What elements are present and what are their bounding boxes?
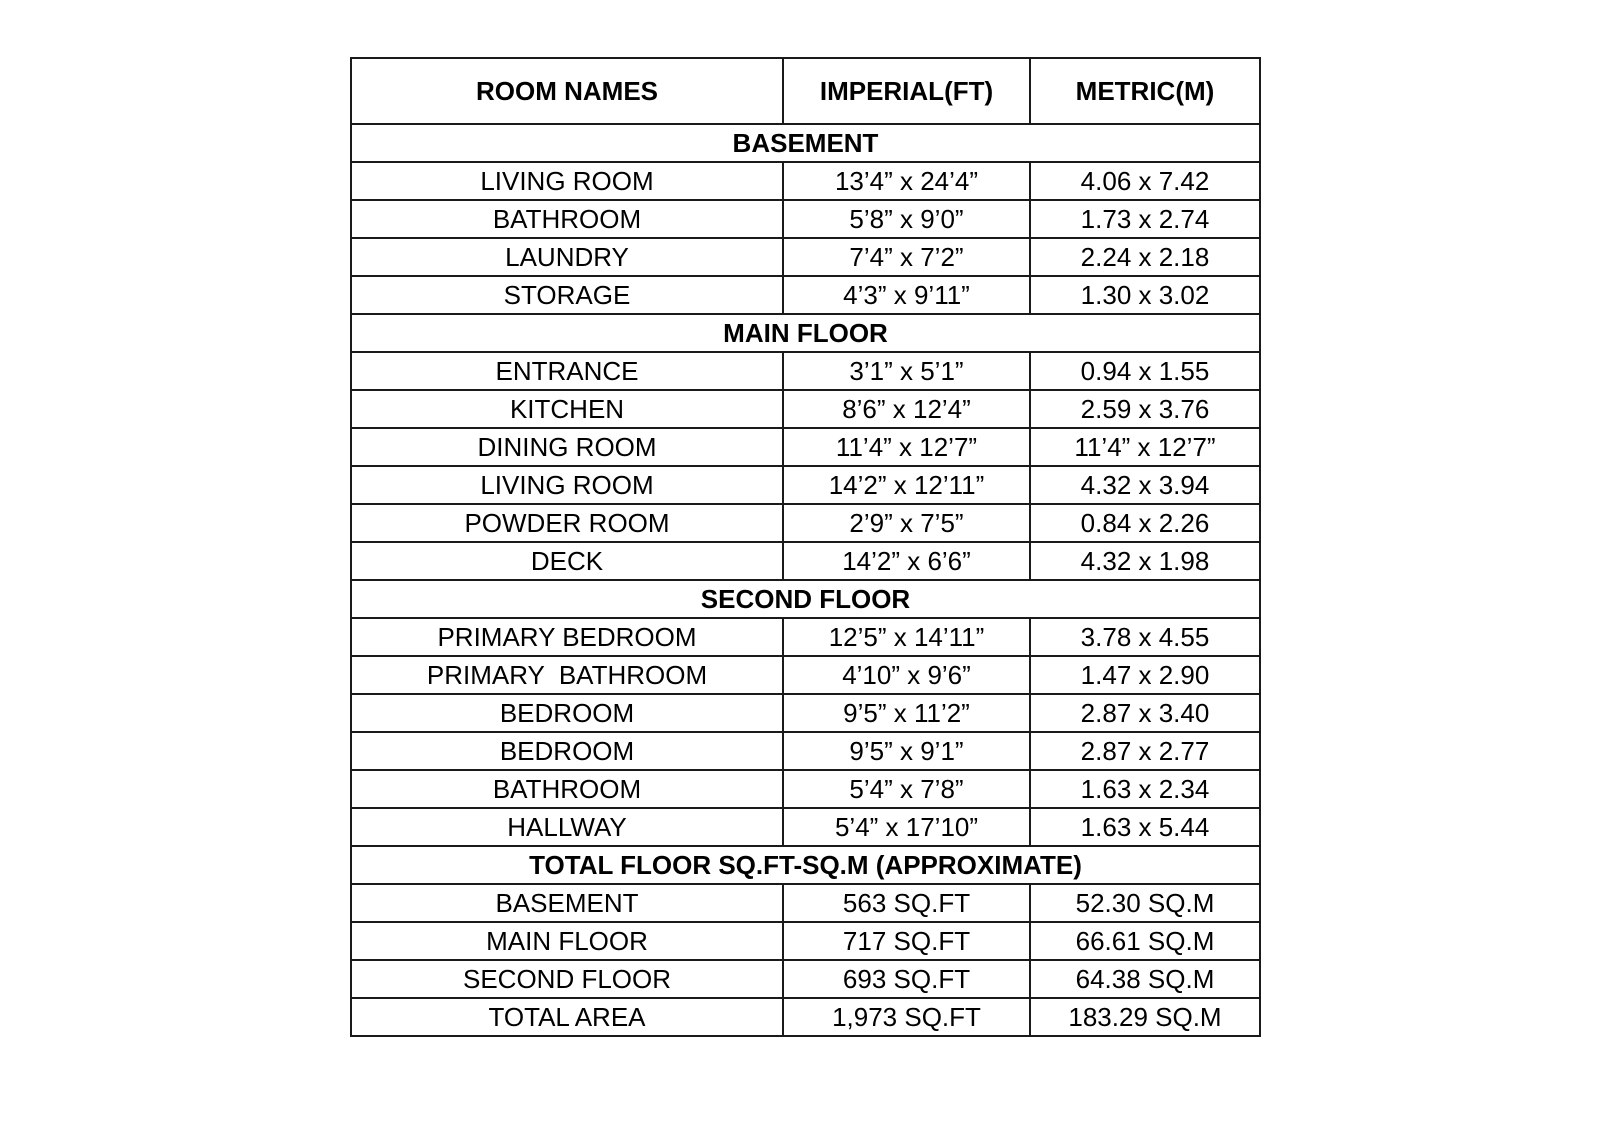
sqm-cell: 66.61 SQ.M (1030, 922, 1260, 960)
sqm-cell: 52.30 SQ.M (1030, 884, 1260, 922)
room-dimensions-table (350, 57, 1261, 1037)
room-name-cell: DINING ROOM (351, 428, 783, 466)
header-row (351, 58, 1260, 124)
floor-name-cell: MAIN FLOOR (351, 922, 783, 960)
imperial-cell: 9’5” x 9’1” (783, 732, 1030, 770)
sqft-cell: 717 SQ.FT (783, 922, 1030, 960)
room-name-cell: BEDROOM (351, 732, 783, 770)
sqft-cell: 563 SQ.FT (783, 884, 1030, 922)
room-name-cell: PRIMARY BEDROOM (351, 618, 783, 656)
imperial-cell: 11’4” x 12’7” (783, 428, 1030, 466)
table-row (351, 808, 1260, 846)
imperial-cell: 13’4” x 24’4” (783, 162, 1030, 200)
imperial-cell: 5’4” x 7’8” (783, 770, 1030, 808)
room-name-cell: LIVING ROOM (351, 466, 783, 504)
metric-cell: 1.30 x 3.02 (1030, 276, 1260, 314)
room-name-cell: HALLWAY (351, 808, 783, 846)
metric-cell: 3.78 x 4.55 (1030, 618, 1260, 656)
metric-cell: 0.94 x 1.55 (1030, 352, 1260, 390)
table-row (351, 200, 1260, 238)
table-row (351, 656, 1260, 694)
table-row (351, 466, 1260, 504)
sqm-cell: 64.38 SQ.M (1030, 960, 1260, 998)
imperial-cell: 14’2” x 6’6” (783, 542, 1030, 580)
section-row-totals (351, 846, 1260, 884)
table-row (351, 960, 1260, 998)
room-name-cell: DECK (351, 542, 783, 580)
imperial-cell: 4’10” x 9’6” (783, 656, 1030, 694)
metric-cell: 2.24 x 2.18 (1030, 238, 1260, 276)
imperial-cell: 2’9” x 7’5” (783, 504, 1030, 542)
metric-cell: 2.87 x 3.40 (1030, 694, 1260, 732)
table-row (351, 162, 1260, 200)
metric-cell: 2.87 x 2.77 (1030, 732, 1260, 770)
metric-cell: 4.32 x 3.94 (1030, 466, 1260, 504)
table-row (351, 694, 1260, 732)
table-row (351, 884, 1260, 922)
metric-cell: 1.73 x 2.74 (1030, 200, 1260, 238)
room-name-cell: BATHROOM (351, 200, 783, 238)
room-name-cell: ENTRANCE (351, 352, 783, 390)
metric-cell: 1.63 x 5.44 (1030, 808, 1260, 846)
header-room-names: ROOM NAMES (351, 58, 783, 124)
table-row (351, 352, 1260, 390)
metric-cell: 1.47 x 2.90 (1030, 656, 1260, 694)
imperial-cell: 8’6” x 12’4” (783, 390, 1030, 428)
section-title-basement: BASEMENT (351, 124, 1260, 162)
room-name-cell: KITCHEN (351, 390, 783, 428)
total-area-label: TOTAL AREA (351, 998, 783, 1036)
metric-cell: 1.63 x 2.34 (1030, 770, 1260, 808)
metric-cell: 2.59 x 3.76 (1030, 390, 1260, 428)
table-body (351, 124, 1260, 1036)
room-name-cell: POWDER ROOM (351, 504, 783, 542)
table-row (351, 732, 1260, 770)
room-name-cell: LIVING ROOM (351, 162, 783, 200)
metric-cell: 11’4” x 12’7” (1030, 428, 1260, 466)
sqft-cell: 693 SQ.FT (783, 960, 1030, 998)
table-row (351, 770, 1260, 808)
section-row-second-floor (351, 580, 1260, 618)
section-row-basement (351, 124, 1260, 162)
imperial-cell: 4’3” x 9’11” (783, 276, 1030, 314)
table-row (351, 504, 1260, 542)
imperial-cell: 5’4” x 17’10” (783, 808, 1030, 846)
header-imperial: IMPERIAL(FT) (783, 58, 1030, 124)
table-row (351, 276, 1260, 314)
table-row (351, 618, 1260, 656)
imperial-cell: 9’5” x 11’2” (783, 694, 1030, 732)
table-row (351, 390, 1260, 428)
table-row-total (351, 998, 1260, 1036)
metric-cell: 0.84 x 2.26 (1030, 504, 1260, 542)
table-row (351, 428, 1260, 466)
table-row (351, 542, 1260, 580)
table-row (351, 238, 1260, 276)
section-row-main-floor (351, 314, 1260, 352)
imperial-cell: 3’1” x 5’1” (783, 352, 1030, 390)
total-sqm-cell: 183.29 SQ.M (1030, 998, 1260, 1036)
section-title-main-floor: MAIN FLOOR (351, 314, 1260, 352)
room-name-cell: STORAGE (351, 276, 783, 314)
imperial-cell: 12’5” x 14’11” (783, 618, 1030, 656)
room-name-cell: PRIMARY BATHROOM (351, 656, 783, 694)
room-name-cell: LAUNDRY (351, 238, 783, 276)
floor-name-cell: BASEMENT (351, 884, 783, 922)
room-name-cell: BEDROOM (351, 694, 783, 732)
header-metric: METRIC(M) (1030, 58, 1260, 124)
section-title-totals: TOTAL FLOOR SQ.FT-SQ.M (APPROXIMATE) (351, 846, 1260, 884)
room-name-cell: BATHROOM (351, 770, 783, 808)
table-row (351, 922, 1260, 960)
metric-cell: 4.32 x 1.98 (1030, 542, 1260, 580)
imperial-cell: 5’8” x 9’0” (783, 200, 1030, 238)
imperial-cell: 14’2” x 12’11” (783, 466, 1030, 504)
total-sqft-cell: 1,973 SQ.FT (783, 998, 1030, 1036)
section-title-second-floor: SECOND FLOOR (351, 580, 1260, 618)
floor-name-cell: SECOND FLOOR (351, 960, 783, 998)
imperial-cell: 7’4” x 7’2” (783, 238, 1030, 276)
metric-cell: 4.06 x 7.42 (1030, 162, 1260, 200)
table-header (351, 58, 1260, 124)
